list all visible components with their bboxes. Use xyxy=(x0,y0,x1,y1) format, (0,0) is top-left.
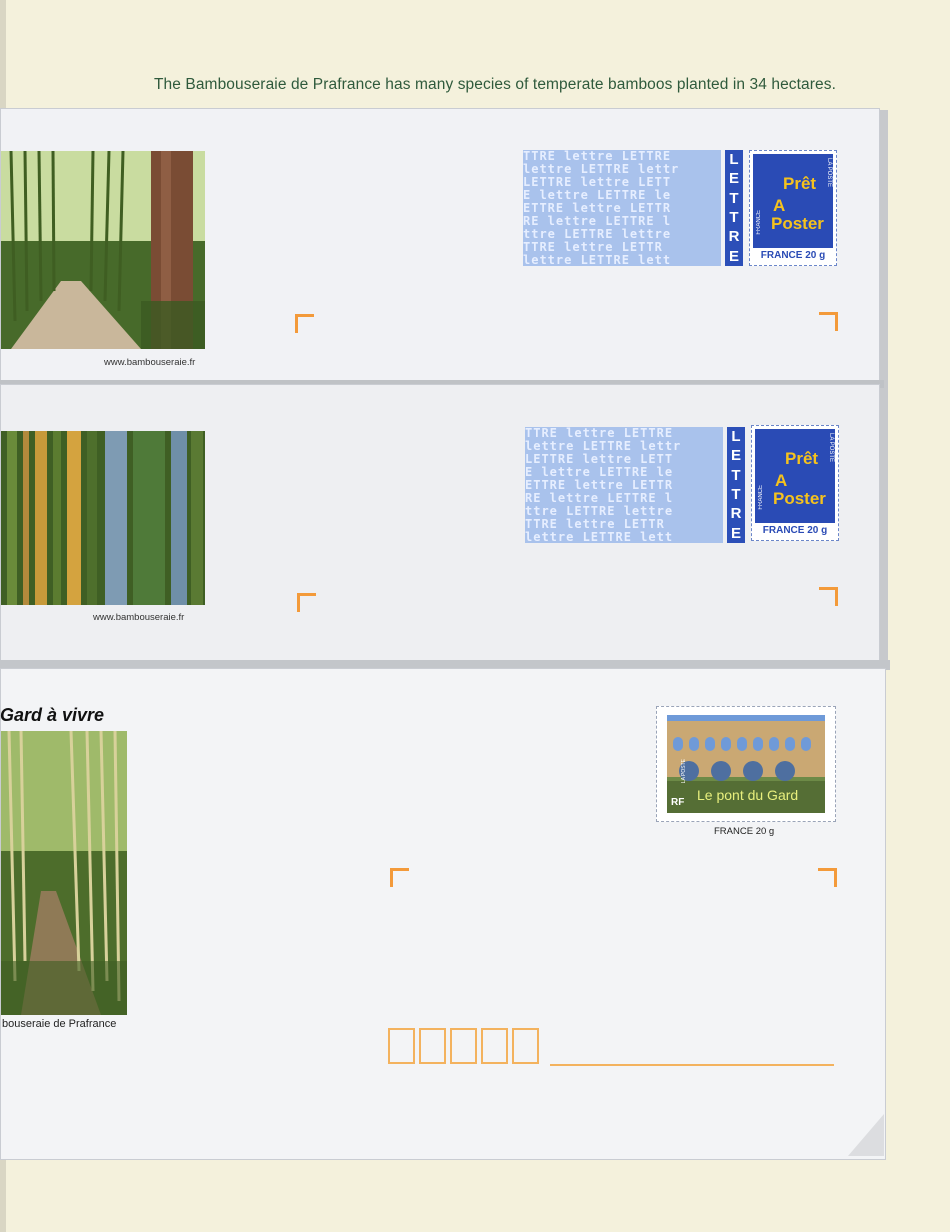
postcode-box xyxy=(481,1028,508,1064)
address-corner-right xyxy=(819,587,838,606)
stamp-price: FRANCE 20 g xyxy=(714,826,775,837)
envelope-flap-peel xyxy=(848,1114,884,1156)
postcode-box xyxy=(450,1028,477,1064)
bamboo-grove-photo xyxy=(1,431,205,605)
envelope-2 xyxy=(0,384,880,664)
page-caption: The Bambouseraie de Prafrance has many species of temperate bamboos planted in 34 hectares. xyxy=(153,76,837,93)
photo-caption: bouseraie de Prafrance xyxy=(2,1018,117,1030)
envelope-1 xyxy=(0,108,880,384)
postcode-box xyxy=(419,1028,446,1064)
lettre-vertical-label: L E T T R E xyxy=(727,427,745,543)
bamboo-alley-photo xyxy=(1,151,205,349)
lettre-franking-block: TTRE lettre LETTRE lettre LETTRE lettr LETTRE lettre LETT E lettre LETTRE le ETTRE lettre LETTR RE lettre LETTRE l ttre LETTRE lettre TTRE lettre LETTR lettre LETTRE lett xyxy=(525,427,723,543)
stamp-title: Le pont du Gard xyxy=(697,787,799,803)
address-corner-right xyxy=(819,312,838,331)
bamboo-path-photo xyxy=(1,731,127,1015)
pret-a-poster-stamp: LA POSTE FRANCE Prêt A Poster FRANCE 20 g xyxy=(751,425,839,541)
postcode-boxes xyxy=(388,1028,539,1064)
website-url: www.bambouseraie.fr xyxy=(104,357,196,368)
lettre-vertical-label: L E T T R E xyxy=(725,150,743,266)
city-line xyxy=(550,1064,834,1066)
stamp-price: FRANCE 20 g xyxy=(760,250,826,261)
postcode-box xyxy=(512,1028,539,1064)
stamp-price: FRANCE 20 g xyxy=(762,525,828,536)
gard-a-vivre-title: Gard à vivre xyxy=(0,705,105,725)
postcode-box xyxy=(388,1028,415,1064)
lettre-franking-block: TTRE lettre LETTRE lettre LETTRE lettr LETTRE lettre LETT E lettre LETTRE le ETTRE lettre LETTR RE lettre LETTRE l ttre LETTRE lettre TTRE lettre LETTR lettre LETTRE lett xyxy=(523,150,721,266)
address-corner-left xyxy=(390,868,409,887)
pret-a-poster-stamp: LA POSTE FRANCE Prêt A Poster FRANCE 20 g xyxy=(749,150,837,266)
address-corner-right xyxy=(818,868,837,887)
website-url: www.bambouseraie.fr xyxy=(93,612,185,623)
address-corner-left xyxy=(295,314,314,333)
address-corner-left xyxy=(297,593,316,612)
pont-du-gard-stamp: LA POSTE Le pont du Gard RF xyxy=(656,706,836,822)
